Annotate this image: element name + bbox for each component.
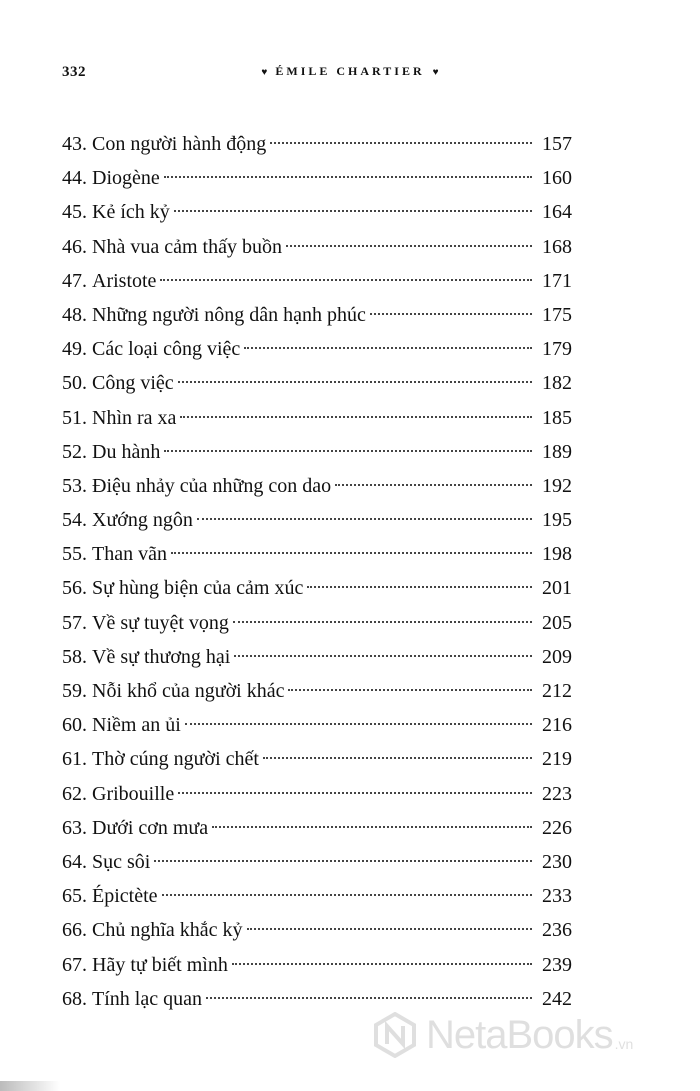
toc-entry-title: Niềm an ủi — [92, 714, 181, 737]
toc-entry — [62, 742, 572, 776]
dot-leader — [197, 518, 532, 520]
toc-entry-title: Thờ cúng người chết — [92, 748, 259, 771]
toc-entry — [62, 195, 572, 229]
heart-ornament-icon: ♥ — [261, 67, 268, 78]
dot-leader — [234, 655, 532, 657]
toc-entry-number: 52. — [62, 440, 87, 463]
toc-entry-page: 171 — [542, 269, 572, 292]
toc-entry-number: 56. — [62, 577, 87, 600]
table-of-contents — [62, 127, 572, 1016]
dot-leader — [178, 792, 532, 794]
toc-entry — [62, 606, 572, 640]
toc-entry-number: 45. — [62, 201, 87, 224]
toc-entry — [62, 127, 572, 161]
toc-entry — [62, 640, 572, 674]
toc-entry-page: 164 — [542, 201, 572, 224]
toc-entry-title: Công việc — [92, 372, 174, 395]
toc-entry-title: Điệu nhảy của những con dao — [92, 474, 332, 497]
toc-entry-number: 63. — [62, 816, 87, 839]
dot-leader — [162, 894, 532, 896]
toc-entry-title: Con người hành động — [92, 133, 267, 155]
toc-entry — [62, 332, 572, 366]
toc-entry-page: 233 — [542, 885, 572, 908]
dot-leader — [244, 347, 532, 349]
dot-leader — [178, 381, 532, 383]
toc-entry-number: 68. — [62, 987, 87, 1010]
running-header — [0, 64, 700, 79]
dot-leader — [171, 552, 532, 554]
dot-leader — [160, 279, 532, 281]
toc-entry-title: Épictète — [92, 885, 158, 908]
toc-entry-title: Tính lạc quan — [92, 987, 202, 1010]
toc-entry-title: Kẻ ích kỷ — [92, 201, 170, 224]
toc-entry-number: 62. — [62, 782, 87, 805]
toc-entry — [62, 366, 572, 400]
dot-leader — [307, 586, 532, 588]
toc-entry-title: Sự hùng biện của cảm xúc — [92, 577, 304, 600]
toc-entry — [62, 811, 572, 845]
dot-leader — [154, 860, 532, 862]
dot-leader — [174, 210, 532, 212]
toc-entry-title: Aristote — [92, 269, 157, 292]
toc-entry — [62, 298, 572, 332]
toc-entry-page: 157 — [542, 133, 572, 155]
toc-entry-number: 48. — [62, 303, 87, 326]
toc-entry — [62, 161, 572, 195]
watermark-brand: NetaBooks — [426, 1012, 613, 1057]
toc-entry-number: 53. — [62, 474, 87, 497]
toc-entry — [62, 571, 572, 605]
toc-entry-page: 205 — [542, 611, 572, 634]
toc-entry-page: 179 — [542, 338, 572, 361]
dot-leader — [233, 621, 532, 623]
toc-entry-number: 50. — [62, 372, 87, 395]
toc-entry-number: 55. — [62, 543, 87, 566]
toc-entry-number: 65. — [62, 885, 87, 908]
toc-entry-title: Gribouille — [92, 782, 175, 805]
toc-entry-title: Hãy tự biết mình — [92, 953, 228, 976]
toc-entry-page: 239 — [542, 953, 572, 976]
dot-leader — [180, 416, 532, 418]
dot-leader — [206, 997, 532, 999]
dot-leader — [335, 484, 532, 486]
watermark-tld: .vn — [614, 1036, 634, 1052]
page-number: 332 — [62, 64, 86, 80]
toc-entry-page: 209 — [542, 645, 572, 668]
toc-entry-page: 216 — [542, 714, 572, 737]
toc-entry — [62, 708, 572, 742]
dot-leader — [286, 245, 532, 247]
toc-entry-title: Nỗi khổ của người khác — [92, 680, 285, 702]
toc-entry-page: 175 — [542, 303, 572, 326]
toc-entry-page: 212 — [542, 680, 572, 702]
toc-entry-page: 195 — [542, 509, 572, 532]
dot-leader — [263, 757, 532, 759]
toc-entry — [62, 845, 572, 879]
toc-entry-number: 51. — [62, 406, 87, 429]
toc-entry-number: 44. — [62, 167, 87, 190]
toc-entry — [62, 982, 572, 1016]
toc-entry — [62, 948, 572, 982]
toc-entry-page: 226 — [542, 816, 572, 839]
toc-entry-page: 230 — [542, 850, 572, 873]
dot-leader — [164, 450, 532, 452]
toc-entry-page: 198 — [542, 543, 572, 566]
dot-leader — [247, 928, 532, 930]
toc-entry-number: 47. — [62, 269, 87, 292]
toc-entry-title: Than vãn — [92, 543, 167, 566]
dot-leader — [370, 313, 532, 315]
toc-entry-title: Xướng ngôn — [92, 509, 193, 532]
heart-ornament-icon: ♥ — [432, 67, 439, 78]
toc-entry — [62, 401, 572, 435]
toc-entry-title: Dưới cơn mưa — [92, 816, 209, 839]
toc-entry-number: 46. — [62, 235, 87, 258]
toc-entry-title: Về sự tuyệt vọng — [92, 611, 229, 634]
toc-entry-title: Nhìn ra xa — [92, 406, 177, 429]
dot-leader — [270, 142, 532, 144]
toc-entry-title: Nhà vua cảm thấy buồn — [92, 235, 282, 258]
toc-entry-page: 192 — [542, 474, 572, 497]
toc-entry — [62, 777, 572, 811]
toc-entry-page: 236 — [542, 919, 572, 942]
dot-leader — [232, 963, 532, 965]
toc-entry-page: 242 — [542, 987, 572, 1010]
running-title: ÉMILE CHARTIER — [275, 64, 425, 78]
toc-entry — [62, 913, 572, 947]
toc-entry — [62, 537, 572, 571]
toc-entry-page: 219 — [542, 748, 572, 771]
toc-entry — [62, 230, 572, 264]
watermark — [372, 1012, 633, 1058]
scan-edge — [0, 1081, 60, 1091]
toc-entry-title: Chủ nghĩa khắc kỷ — [92, 919, 243, 942]
dot-leader — [288, 689, 532, 691]
neta-logo-icon — [372, 1012, 418, 1058]
toc-entry-number: 61. — [62, 748, 87, 771]
toc-entry-number: 57. — [62, 611, 87, 634]
toc-entry-title: Sục sôi — [92, 850, 151, 873]
toc-entry-title: Về sự thương hại — [92, 645, 231, 668]
toc-entry-number: 59. — [62, 680, 87, 702]
dot-leader — [185, 723, 532, 725]
toc-entry-title: Diogène — [92, 167, 160, 190]
toc-entry-title: Các loại công việc — [92, 338, 241, 361]
toc-entry-number: 67. — [62, 953, 87, 976]
toc-entry — [62, 674, 572, 708]
dot-leader — [212, 826, 532, 828]
toc-entry-number: 43. — [62, 133, 87, 155]
toc-entry-page: 168 — [542, 235, 572, 258]
toc-entry-number: 66. — [62, 919, 87, 942]
toc-entry-number: 49. — [62, 338, 87, 361]
toc-entry-title: Du hành — [92, 440, 161, 463]
toc-entry — [62, 469, 572, 503]
toc-entry — [62, 435, 572, 469]
toc-entry — [62, 503, 572, 537]
dot-leader — [164, 176, 532, 178]
toc-entry-number: 54. — [62, 509, 87, 532]
toc-entry-page: 189 — [542, 440, 572, 463]
toc-entry-page: 201 — [542, 577, 572, 600]
toc-entry-page: 182 — [542, 372, 572, 395]
toc-entry-number: 58. — [62, 645, 87, 668]
toc-entry-title: Những người nông dân hạnh phúc — [92, 303, 366, 326]
toc-entry-page: 160 — [542, 167, 572, 190]
toc-entry-number: 64. — [62, 850, 87, 873]
toc-entry-number: 60. — [62, 714, 87, 737]
toc-entry — [62, 879, 572, 913]
toc-entry — [62, 264, 572, 298]
toc-entry-page: 185 — [542, 406, 572, 429]
toc-entry-page: 223 — [542, 782, 572, 805]
